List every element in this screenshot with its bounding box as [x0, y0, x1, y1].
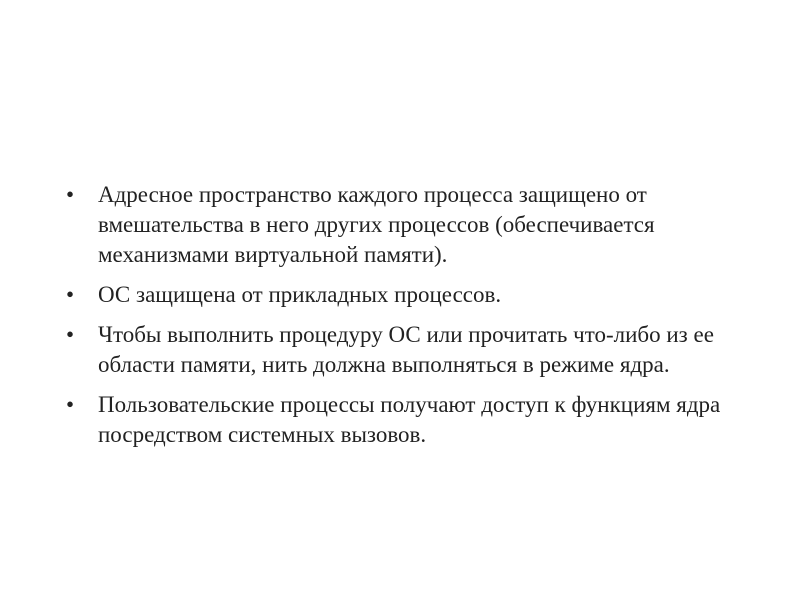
bullet-icon: •	[66, 182, 75, 207]
bullet-text: Чтобы выполнить процедуру ОС или прочитать что-либо из ее области памяти, нить должна выполняться в режиме ядра.	[98, 322, 714, 377]
bullet-icon: •	[66, 322, 75, 347]
bullet-list	[64, 180, 744, 460]
bullet-icon: •	[66, 282, 75, 307]
bullet-item	[64, 180, 744, 270]
bullet-icon: •	[66, 392, 75, 417]
bullet-item	[64, 280, 744, 310]
bullet-text: Адресное пространство каждого процесса защищено от вмешательства в него других процессов (обеспечивается механизмами виртуальной памяти).	[98, 182, 655, 267]
bullet-item	[64, 390, 744, 450]
bullet-text: ОС защищена от прикладных процессов.	[98, 282, 502, 307]
bullet-item	[64, 320, 744, 380]
bullet-text: Пользовательские процессы получают доступ к функциям ядра посредством системных вызовов.	[98, 392, 721, 447]
